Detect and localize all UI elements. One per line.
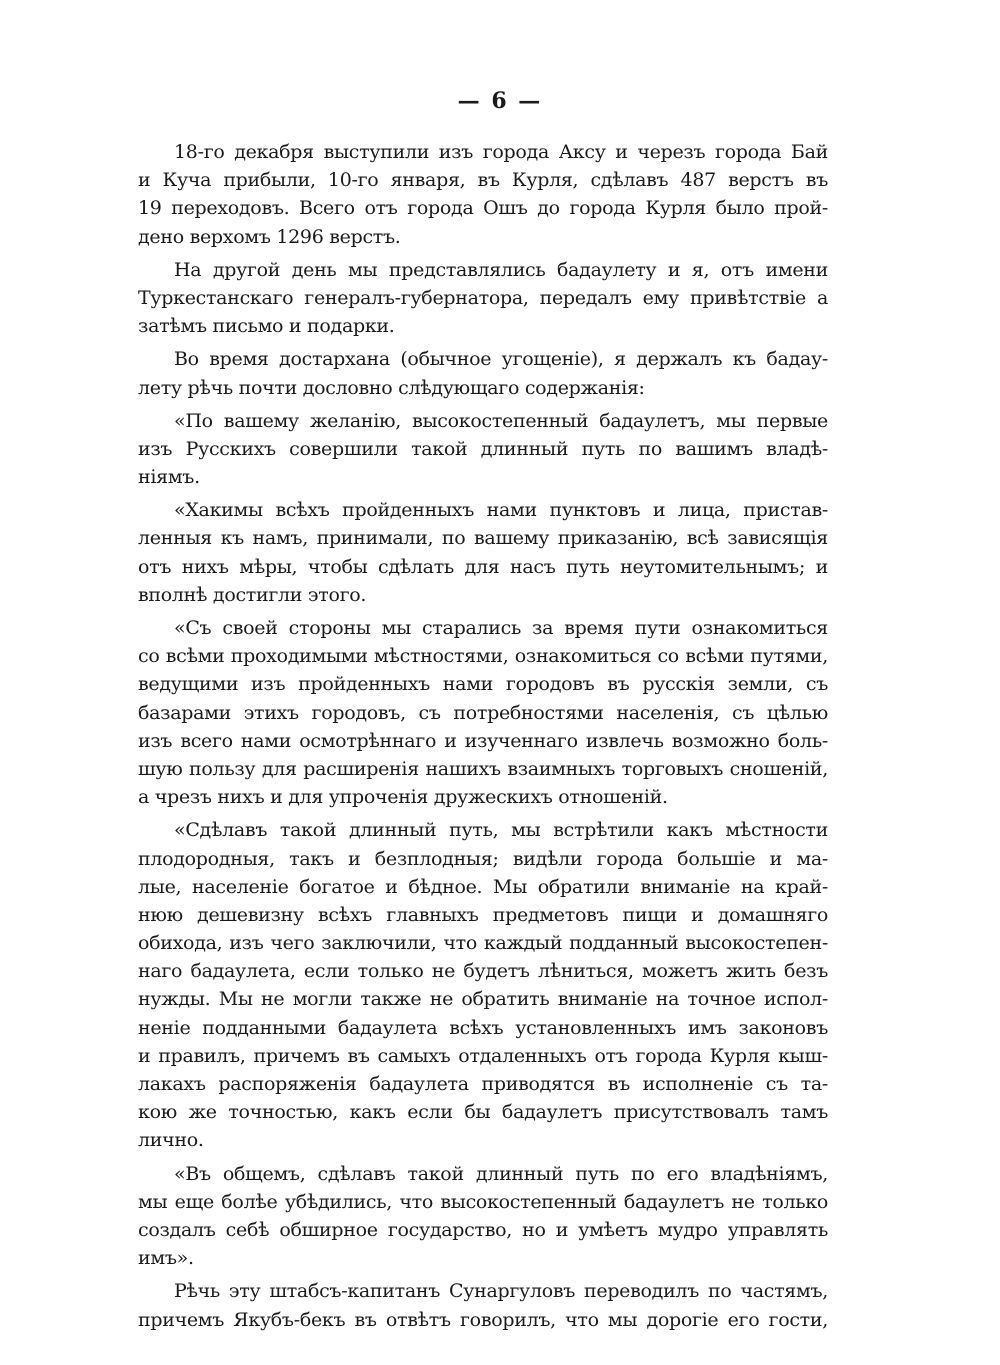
text-line: «Сдѣлавъ такой длинный путь, мы встрѣтили какъ мѣстности — [174, 819, 828, 842]
text-line: нюю дешевизну всѣхъ главныхъ предметовъ пищи и домашняго — [138, 903, 828, 926]
text-line: дено верхомъ 1296 верстъ. — [138, 225, 401, 248]
text-line: 18-го декабря выступили изъ города Аксу и черезъ города Бай — [174, 141, 828, 163]
paragraph — [138, 345, 828, 401]
paragraph — [138, 614, 828, 811]
text-line: затѣмъ письмо и подарки. — [138, 315, 395, 338]
text-line: изъ Русскихъ совершили такой длинный путь по вашимъ владѣ- — [138, 437, 828, 460]
text-line: наго бадаулета, если только не будетъ лѣниться, можетъ жить безъ — [138, 960, 828, 983]
paragraph — [138, 407, 828, 492]
text-line: шую пользу для расширенія нашихъ взаимныхъ торговыхъ сношеній, — [138, 757, 828, 780]
text-line: лету рѣчь почти дословно слѣдующаго содержанія: — [138, 376, 645, 399]
text-line: обихода, изъ чего заключили, что каждый подданный высокостепен- — [138, 932, 828, 955]
body-text — [138, 138, 828, 1339]
text-line: лакахъ распоряженія бадаулета приводятся въ исполненіе съ та- — [138, 1073, 828, 1095]
text-line: На другой день мы представлялись бадаулету и я, отъ имени — [174, 258, 828, 281]
text-line: «Съ своей стороны мы старались за время пути ознакомиться — [174, 617, 828, 639]
text-line: лые, населеніе богатое и бѣдное. Мы обратили вниманіе на край- — [138, 875, 828, 898]
paragraph — [138, 496, 828, 609]
text-line: изъ всего нами осмотрѣннаго и изученнаго извлечь возможно боль- — [138, 729, 828, 752]
text-line: и Куча прибыли, 10-го января, въ Курля, сдѣлавъ 487 верстъ въ — [138, 169, 828, 192]
text-line: Во время достархана (обычное угощеніе), я держалъ къ бадау- — [174, 348, 828, 371]
text-line: ніямъ. — [138, 466, 200, 489]
text-line: лично. — [138, 1129, 204, 1152]
text-line: 19 переходовъ. Всего отъ города Ошъ до города Курля было прой- — [138, 197, 828, 220]
text-line: со всѣми проходимыми мѣстностями, ознакомиться со всѣми путями, — [138, 645, 828, 668]
text-line: имъ». — [138, 1247, 194, 1270]
text-line: «По вашему желанію, высокостепенный бадаулетъ, мы первые — [174, 409, 828, 432]
text-line: Рѣчь эту штабсъ-капитанъ Сунаргуловъ переводилъ по частямъ, — [174, 1280, 828, 1303]
text-line: а чрезъ нихъ и для упроченія дружескихъ отношеній. — [138, 786, 668, 809]
text-line: плодородныя, такъ и безплодныя; видѣли города большіе и ма- — [138, 847, 828, 870]
text-line: мы еще болѣе убѣдились, что высокостепенный бадаулетъ не только — [138, 1190, 828, 1213]
text-line: отъ нихъ мѣры, чтобы сдѣлать для насъ путь неутомительнымъ; и — [138, 555, 828, 578]
text-line: кою же точностью, какъ если бы бадаулетъ присутствовалъ тамъ — [138, 1101, 828, 1124]
paragraph — [138, 138, 828, 251]
text-line: и правилъ, причемъ въ самыхъ отдаленныхъ отъ города Курля кыш- — [138, 1044, 828, 1067]
paragraph — [138, 1160, 828, 1273]
text-line: неніе подданными бадаулета всѣхъ установленныхъ имъ законовъ — [138, 1016, 828, 1039]
text-line: «Въ общемъ, сдѣлавъ такой длинный путь по его владѣніямъ, — [174, 1162, 828, 1185]
text-line: ленныя къ намъ, принимали, по вашему приказанію, всѣ зависящія — [138, 527, 828, 550]
text-line: нужды. Мы не могли также не обратить вниманіе на точное испол- — [138, 988, 828, 1011]
paragraph — [138, 816, 828, 1154]
paragraph — [138, 256, 828, 341]
text-line: Туркестанскаго генералъ-губернатора, передалъ ему привѣтствіе а — [138, 286, 828, 309]
text-line: создалъ себѣ обширное государство, но и умѣетъ мудро управлять — [138, 1218, 828, 1241]
text-line: базарами этихъ городовъ, съ потребностями населенія, съ цѣлью — [138, 701, 828, 724]
text-line: ведущими изъ пройденныхъ нами городовъ въ русскія земли, съ — [138, 673, 828, 696]
text-line: причемъ Якубъ-бекъ въ отвѣтъ говорилъ, что мы дорогіе его гости, — [138, 1308, 828, 1331]
text-line: «Хакимы всѣхъ пройденныхъ нами пунктовъ и лица, пристав- — [174, 499, 828, 522]
page-number: — 6 — — [457, 88, 543, 114]
paragraph — [138, 1277, 828, 1333]
text-line: вполнѣ достигли этого. — [138, 583, 367, 606]
